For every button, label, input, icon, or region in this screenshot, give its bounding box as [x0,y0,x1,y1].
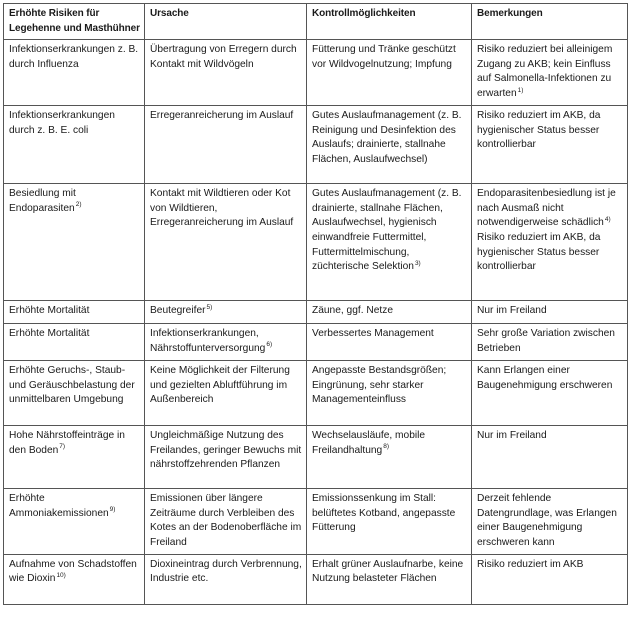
header-cause: Ursache [145,4,307,40]
remark-cell: Sehr große Variation zwischen Betrieben [472,324,628,361]
cause-cell: Kontakt mit Wildtieren oder Kot von Wildtieren, Erregeranreicherung im Auslauf [145,184,307,301]
risk-cell: Infektionserkrankungen z. B. durch Influenza [4,40,145,106]
control-cell: Gutes Auslaufmanagement (z. B. drainierte, stallnahe Flächen, Auslaufwechsel, hygienisch einwandfreie Futtermittel, Futtermittelmischung, züchterische Selektion$^{3)}$ [307,184,472,301]
footnote-ref: 1) [517,86,524,94]
control-cell: Zäune, ggf. Netze [307,301,472,324]
risk-cell: Infektionserkrankungen durch z. B. E. coli [4,106,145,184]
footnote-ref: 9) [109,506,116,514]
header-row [4,4,628,40]
control-cell: Gutes Auslaufmanagement (z. B. Reinigung und Desinfektion des Auslaufs; drainierte, stallnahe Flächen, Auslaufwechsel) [307,106,472,184]
risk-cell: Besiedlung mit Endoparasiten$^{2)}$ [4,184,145,301]
footnote-ref: 6) [266,341,273,349]
cause-cell: Dioxineintrag durch Verbrennung, Industrie etc. [145,554,307,604]
footnote-ref: 2) [75,201,82,209]
control-cell: Angepasste Bestandsgrößen; Eingrünung, sehr starker Managementeinfluss [307,361,472,426]
remark-cell: Risiko reduziert bei alleinigem Zugang zu AKB; kein Einfluss auf Salmonella-Infektionen zu erwarten$^{1)}$ [472,40,628,106]
footnote-ref: 3) [414,259,421,267]
cause-cell: Übertragung von Erregern durch Kontakt mit Wildvögeln [145,40,307,106]
remark-cell: Risiko reduziert im AKB, da hygienischer Status besser kontrollierbar [472,106,628,184]
control-cell: Verbessertes Management [307,324,472,361]
remark-cell: Nur im Freiland [472,426,628,489]
risk-cell: Erhöhte Mortalität [4,301,145,324]
risk-cell: Hohe Nährstoffeinträge in den Boden$^{7)}$ [4,426,145,489]
header-risk: Erhöhte Risiken für Legehenne und Masthühner [4,4,145,40]
control-cell: Emissionssenkung im Stall: belüftetes Kotband, angepasste Fütterung [307,489,472,554]
risk-cell: Erhöhte Ammoniakemissionen$^{9)}$ [4,489,145,554]
remark-cell: Endoparasitenbesiedlung ist je nach Ausmaß nicht notwendigerweise schädlich$^{4)}$ Risiko reduziert im AKB, da hygienischer Status besser kontrollierbar [472,184,628,301]
table-row [4,426,628,489]
table-row [4,106,628,184]
remark-cell: Risiko reduziert im AKB [472,554,628,604]
risk-table [3,3,628,605]
cause-cell: Beutegreifer$^{5)}$ [145,301,307,324]
table-row [4,324,628,361]
remark-cell: Derzeit fehlende Datengrundlage, was Erlangen einer Baugenehmigung erschweren kann [472,489,628,554]
remark-cell: Kann Erlangen einer Baugenehmigung erschweren [472,361,628,426]
header-remark: Bemerkungen [472,4,628,40]
table-row [4,489,628,554]
cause-cell: Erregeranreicherung im Auslauf [145,106,307,184]
cause-cell: Keine Möglichkeit der Filterung und gezielten Abluftführung im Außenbereich [145,361,307,426]
footnote-ref: 10) [56,571,66,579]
control-cell: Fütterung und Tränke geschützt vor Wildvogelnutzung; Impfung [307,40,472,106]
risk-cell: Aufnahme von Schadstoffen wie Dioxin$^{10)}$ [4,554,145,604]
risk-cell: Erhöhte Geruchs-, Staub- und Geräuschbelastung der unmittelbaren Umgebung [4,361,145,426]
table-row [4,301,628,324]
remark-cell: Nur im Freiland [472,301,628,324]
footnote-ref: 5) [206,303,213,311]
footnote-ref: 7) [59,443,66,451]
header-control: Kontrollmöglichkeiten [307,4,472,40]
control-cell: Wechselausläufe, mobile Freilandhaltung$^{8)}$ [307,426,472,489]
table-row [4,554,628,604]
footnote-ref: 4) [604,215,611,223]
cause-cell: Emissionen über längere Zeiträume durch Verbleiben des Kotes an der Bodenoberfläche im Freiland [145,489,307,554]
table-row [4,40,628,106]
footnote-ref: 8) [383,443,390,451]
table-row [4,184,628,301]
cause-cell: Infektionserkrankungen, Nährstoffunterversorgung$^{6)}$ [145,324,307,361]
table-row [4,361,628,426]
risk-cell: Erhöhte Mortalität [4,324,145,361]
control-cell: Erhalt grüner Auslaufnarbe, keine Nutzung belasteter Flächen [307,554,472,604]
cause-cell: Ungleichmäßige Nutzung des Freilandes, geringer Bewuchs mit nährstoffzehrenden Pflanzen [145,426,307,489]
